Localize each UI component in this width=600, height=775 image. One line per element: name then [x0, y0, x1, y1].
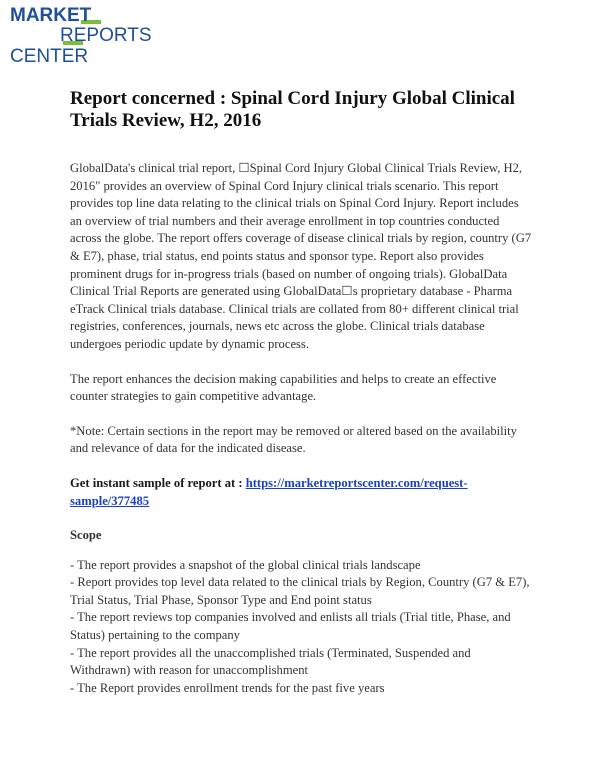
scope-item: - The report reviews top companies involved and enlists all trials (Trial title, Phase, and Status) pertaining to the company	[70, 610, 511, 643]
scope-list	[70, 557, 532, 698]
overview-paragraph: GlobalData's clinical trial report, ☐Spinal Cord Injury Global Clinical Trials Review, H2, 2016" provides an overview of Spinal Cord Injury clinical trials scenario. This report provides top line data relating to the clinical trials on Spinal Cord Injury. Report includes an overview of trial numbers and their average enrollment in top countries conducted across the globe. The report offers coverage of disease clinical trials by region, country (G7 & E7), phase, trial status, end points status and sponsor type. Report also provides prominent drugs for in-progress trials (based on number of ongoing trials). GlobalData Clinical Trial Reports are generated using GlobalData☐s proprietary database - Pharma eTrack Clinical trials database. Clinical trials are collated from 80+ different clinical trial registries, conferences, journals, news etc across the globe. Clinical trials database undergoes periodic update by dynamic process.	[70, 161, 532, 351]
scope-item: - The report provides all the unaccomplished trials (Terminated, Suspended and Withdrawn) with reason for unaccomplishment	[70, 645, 471, 678]
logo-graphic	[8, 3, 158, 67]
logo-text-reports: REPORTS	[60, 25, 152, 46]
sample-request-link[interactable]: https://marketreportscenter.com/request-sample/377485	[70, 475, 468, 508]
benefit-paragraph: The report enhances the decision making capabilities and helps to create an effective counter strategies to gain competitive advantage.	[70, 371, 497, 404]
logo-text-market: MARKET	[10, 5, 92, 26]
scope-item: - The report provides a snapshot of the global clinical trials landscape	[70, 557, 421, 572]
scope-item: - Report provides top level data related to the clinical trials by Region, Country (G7 & E7), Trial Status, Trial Phase, Sponsor Type and End point status	[70, 575, 530, 607]
report-title: Report concerned : Spinal Cord Injury Global Clinical Trials Review, H2, 2016	[70, 88, 515, 131]
sample-request-line	[70, 475, 532, 510]
logo-text-center: CENTER	[10, 46, 89, 67]
note-paragraph: *Note: Certain sections in the report may be removed or altered based on the availability and relevance of data for the indicated disease.	[70, 423, 517, 456]
scope-heading: Scope	[70, 528, 102, 543]
report-body	[70, 88, 532, 697]
scope-item: - The Report provides enrollment trends for the past five years	[70, 680, 385, 695]
sample-label: Get instant sample of report at :	[70, 475, 243, 490]
company-logo	[8, 3, 158, 67]
